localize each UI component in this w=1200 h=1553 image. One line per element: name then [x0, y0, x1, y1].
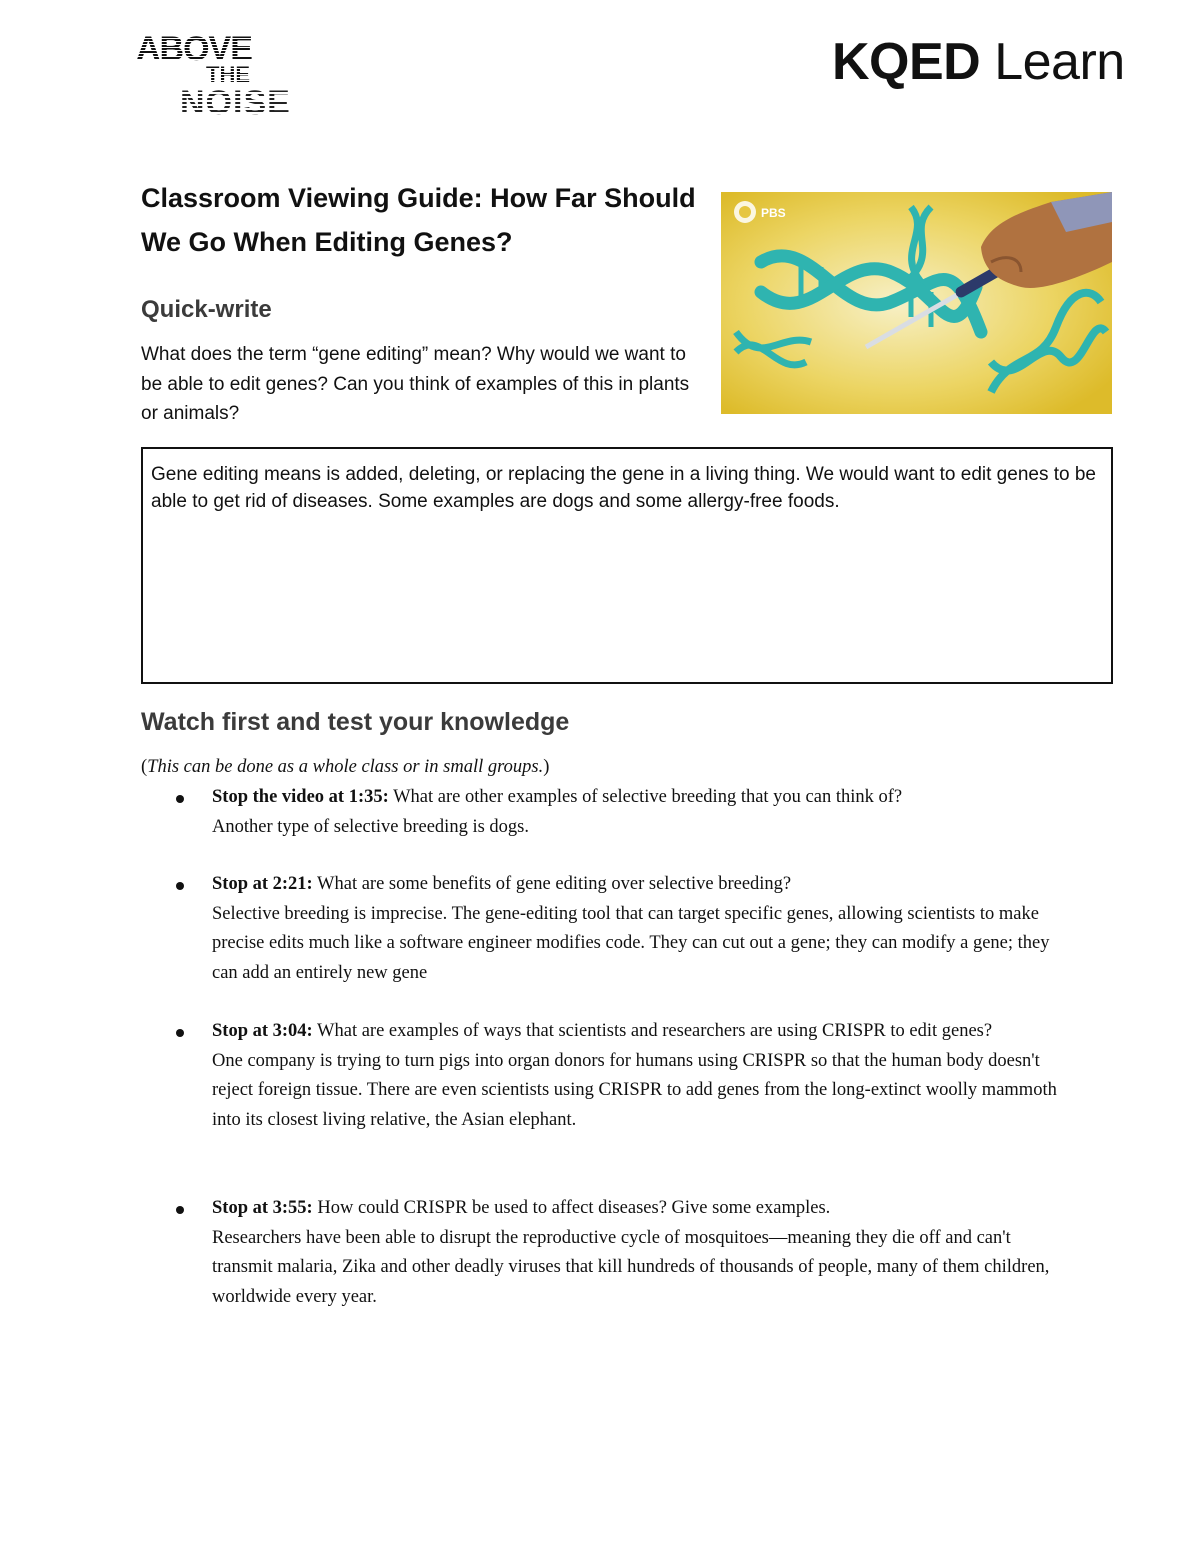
kqed-wordmark: KQED — [832, 33, 981, 91]
kqed-learn-logo — [832, 33, 1125, 91]
instruction-text: This can be done as a whole class or in small groups. — [147, 757, 544, 777]
list-item — [212, 1017, 1072, 1135]
svg-text:NOISE: NOISE — [180, 84, 291, 120]
watch-heading: Watch first and test your knowledge — [141, 708, 570, 736]
list-item — [212, 870, 1072, 988]
list-item — [212, 1194, 1072, 1312]
bullet-icon — [176, 1029, 184, 1037]
pbs-badge: PBS — [761, 206, 786, 220]
svg-text:THE: THE — [206, 62, 250, 87]
learn-wordmark: Learn — [994, 33, 1125, 91]
item-answer: Researchers have been able to disrupt the reproductive cycle of mosquitoes—meaning they die off and can't transmit malaria, Zika and other deadly viruses that kill hundreds of thousands of people, many of them children, worldwide every year. — [212, 1227, 1050, 1307]
stop-time: Stop at 3:04: — [212, 1021, 313, 1041]
stop-time: Stop at 2:21: — [212, 874, 313, 894]
item-answer: Another type of selective breeding is dogs. — [212, 816, 529, 837]
watch-instruction — [141, 755, 549, 779]
gene-editing-illustration — [721, 192, 1112, 414]
bullet-icon — [176, 795, 184, 803]
above-the-noise-logo — [134, 30, 324, 120]
item-question: What are other examples of selective breeding that you can think of? — [388, 787, 903, 807]
svg-text:ABOVE: ABOVE — [136, 30, 252, 68]
item-question: What are some benefits of gene editing over selective breeding? — [312, 874, 792, 894]
item-question: What are examples of ways that scientists and researchers are using CRISPR to edit genes? — [312, 1021, 993, 1041]
item-answer: One company is trying to turn pigs into organ donors for humans using CRISPR so that the human body doesn't reject foreign tissue. There are even scientists using CRISPR to add genes from the long-extinct woolly mammoth into its closest living relative, the Asian elephant. — [212, 1050, 1057, 1130]
stop-time: Stop the video at 1:35: — [212, 787, 389, 807]
bullet-icon — [176, 882, 184, 890]
quickwrite-heading: Quick-write — [141, 296, 272, 323]
paren-close: ) — [543, 757, 550, 777]
item-answer: Selective breeding is imprecise. The gene-editing tool that can target specific genes, allowing scientists to make precise edits much like a software engineer modifies code. They can cut out a gene; they can modify a gene; they can add an entirely new gene — [212, 903, 1050, 983]
item-question: How could CRISPR be used to affect diseases? Give some examples. — [312, 1198, 831, 1218]
quickwrite-prompt: What does the term “gene editing” mean? Why would we want to be able to edit genes? Can you think of examples of this in plants or animals? — [141, 344, 690, 424]
page-title: Classroom Viewing Guide: How Far Should We Go When Editing Genes? — [141, 183, 696, 257]
list-item — [212, 783, 1072, 842]
paren-open: ( — [141, 757, 148, 777]
stop-time: Stop at 3:55: — [212, 1198, 313, 1218]
bullet-icon — [176, 1206, 184, 1214]
quickwrite-answer: Gene editing means is added, deleting, or replacing the gene in a living thing. We would want to edit genes to be able to get rid of diseases. Some examples are dogs and some allergy-free foods. — [151, 464, 1096, 512]
